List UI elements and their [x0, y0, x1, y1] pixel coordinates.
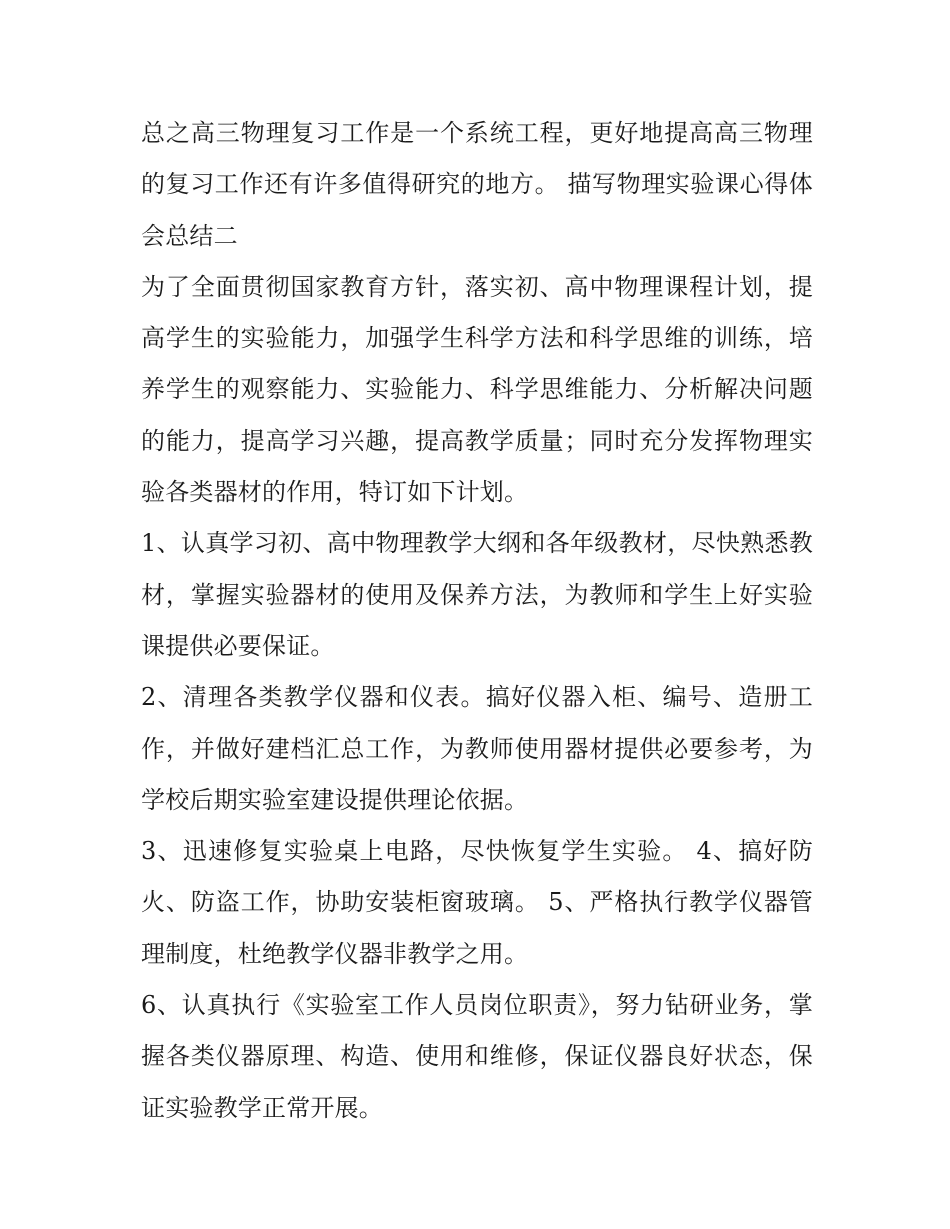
paragraph-item-3-5: 3、迅速修复实验桌上电路，尽快恢复学生实验。 4、搞好防火、防盗工作，协助安装柜窗玻璃。 5、严格执行教学仪器管理制度，杜绝教学仪器非教学之用。	[141, 837, 813, 968]
document-body	[141, 108, 813, 1134]
paragraph-item-6: 6、认真执行《实验室工作人员岗位职责》，努力钻研业务，掌握各类仪器原理、构造、使用和维修，保证仪器良好状态，保证实验教学正常开展。	[141, 991, 813, 1122]
paragraph-intro: 为了全面贯彻国家教育方针，落实初、高中物理课程计划，提高学生的实验能力，加强学生科学方法和科学思维的训练，培养学生的观察能力、实验能力、科学思维能力、分析解决问题的能力，提高学习兴趣，提高教学质量；同时充分发挥物理实验各类器材的作用，特订如下计划。	[141, 272, 813, 507]
paragraph-item-1: 1、认真学习初、高中物理教学大纲和各年级教材，尽快熟悉教材，掌握实验器材的使用及保养方法，为教师和学生上好实验课提供必要保证。	[141, 529, 813, 660]
paragraph-item-2: 2、清理各类教学仪器和仪表。搞好仪器入柜、编号、造册工作，并做好建档汇总工作，为教师使用器材提供必要参考，为学校后期实验室建设提供理论依据。	[141, 683, 813, 814]
paragraph-summary: 总之高三物理复习工作是一个系统工程，更好地提高高三物理的复习工作还有许多值得研究的地方。 描写物理实验课心得体会总结二	[141, 119, 813, 250]
